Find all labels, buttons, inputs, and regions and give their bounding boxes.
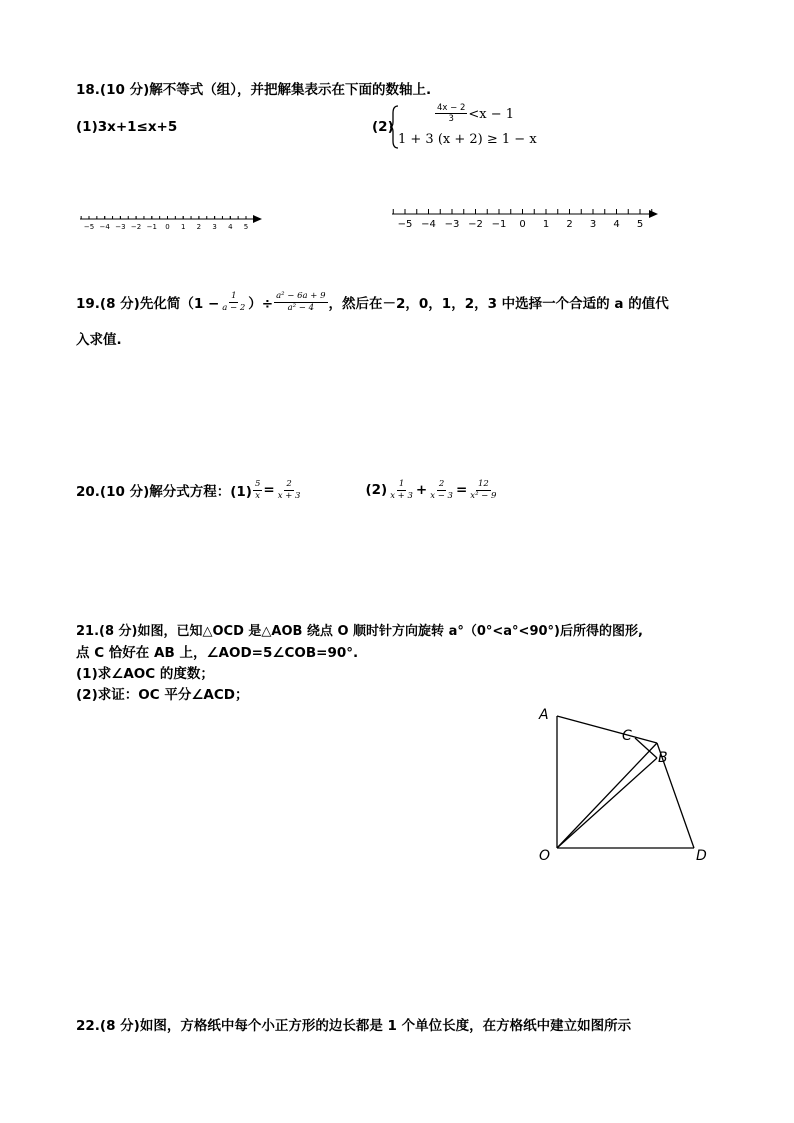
axis-tick-label: 2	[196, 223, 202, 231]
axis-tick-label: 2	[566, 219, 573, 230]
q18-system-row2: 1 + 3 (x + 2) ≥ 1 − x	[398, 132, 537, 147]
q20-line	[76, 480, 499, 500]
axis-tick-label: −2	[130, 223, 142, 231]
number-line-2	[390, 205, 660, 237]
q19-line2: 入求值.	[76, 332, 122, 348]
q20-lead: 20.(10 分)解分式方程：(1)	[76, 484, 252, 500]
q18-part1: (1)3x+1≤x+5	[76, 119, 178, 135]
axis-tick-label: −3	[444, 219, 460, 230]
q18-part2-system	[372, 103, 612, 149]
label-d: D	[696, 848, 707, 864]
axis-tick-label: −4	[99, 223, 110, 231]
segment-ab	[557, 716, 657, 743]
axis-tick-label: 1	[542, 219, 550, 230]
q19-tail: ，然后在－2，0，1，2，3 中选择一个合适的 a 的值代	[328, 296, 669, 312]
axis-tick-label: 5	[243, 223, 249, 231]
q20-p1-right: $\frac{2}{x + 3}$	[277, 479, 301, 501]
q20-p2-b: $\frac{2}{x - 3}$	[430, 479, 453, 501]
q19-mid: ）÷	[248, 296, 274, 312]
q20-p2-a: $\frac{1}{x + 3}$	[390, 479, 413, 501]
plus-sign: +	[415, 482, 428, 498]
axis-tick-label: 3	[589, 219, 597, 230]
axis-tick-label: −2	[468, 219, 483, 230]
q18-part2-label: (2)	[372, 119, 394, 135]
axis-tick-label: 0	[519, 219, 526, 230]
axis-tick-label: −5	[83, 223, 95, 231]
axis-tick-label: 5	[636, 219, 644, 230]
q20-p2-label: (2)	[365, 482, 388, 498]
number-line-1	[78, 210, 264, 236]
axis-tick-label: −1	[146, 223, 157, 231]
axis-tick-label: 4	[228, 223, 233, 231]
axis-tick-label: −1	[491, 219, 507, 230]
equals-sign: =	[455, 482, 468, 498]
q19-line1	[76, 292, 669, 312]
q22-line1: 22.(8 分)如图，方格纸中每个小正方形的边长都是 1 个单位长度，在方格纸中建立如图所示	[76, 1018, 632, 1034]
arrow-right-icon	[649, 210, 658, 218]
q19-frac2: $\frac{\text{a² − 6a + 9}}{\text{a² − 4}}$	[276, 291, 326, 313]
q18-system-row1: $\frac{4x - 2}{3}$ <x − 1	[437, 102, 515, 124]
segment-ob-part	[557, 758, 657, 848]
equals-sign: =	[263, 482, 275, 498]
axis-tick-label: −5	[397, 219, 413, 230]
axis-tick-label: 0	[165, 223, 170, 231]
q20-p1-left: $\frac{5}{x}$	[254, 479, 261, 501]
q21-line3: (1)求∠AOC 的度数；	[76, 666, 214, 682]
q21-line4: (2)求证：OC 平分∠ACD；	[76, 687, 249, 703]
axis-tick-label: −4	[421, 219, 436, 230]
q21-line2: 点 C 恰好在 AB 上，∠AOD=5∠COB=90°.	[76, 645, 359, 661]
segment-oc	[557, 743, 657, 848]
axis-tick-label: 4	[613, 219, 620, 230]
label-b: B	[658, 750, 668, 766]
q18-heading: 18.(10 分)解不等式（组），并把解集表示在下面的数轴上.	[76, 82, 432, 98]
q21-line1: 21.(8 分)如图，已知△OCD 是△AOB 绕点 O 顺时针方向旋转 a°（0°<a°<90°)后所得的图形,	[76, 624, 643, 639]
label-o: O	[539, 848, 551, 864]
q19-lead: 19.(8 分)先化简（1 −	[76, 296, 220, 312]
axis-tick-label: −3	[115, 223, 126, 231]
q19-frac1: $\frac{1}{a - 2}$	[222, 291, 246, 313]
axis-tick-label: 1	[180, 223, 186, 231]
label-a: A	[539, 707, 549, 723]
q20-p2-c: $\frac{12}{\text{x² − 9}}$	[470, 479, 497, 501]
label-c: C	[622, 728, 632, 744]
q21-geometry-figure	[530, 700, 720, 870]
axis-tick-label: 3	[212, 223, 217, 231]
